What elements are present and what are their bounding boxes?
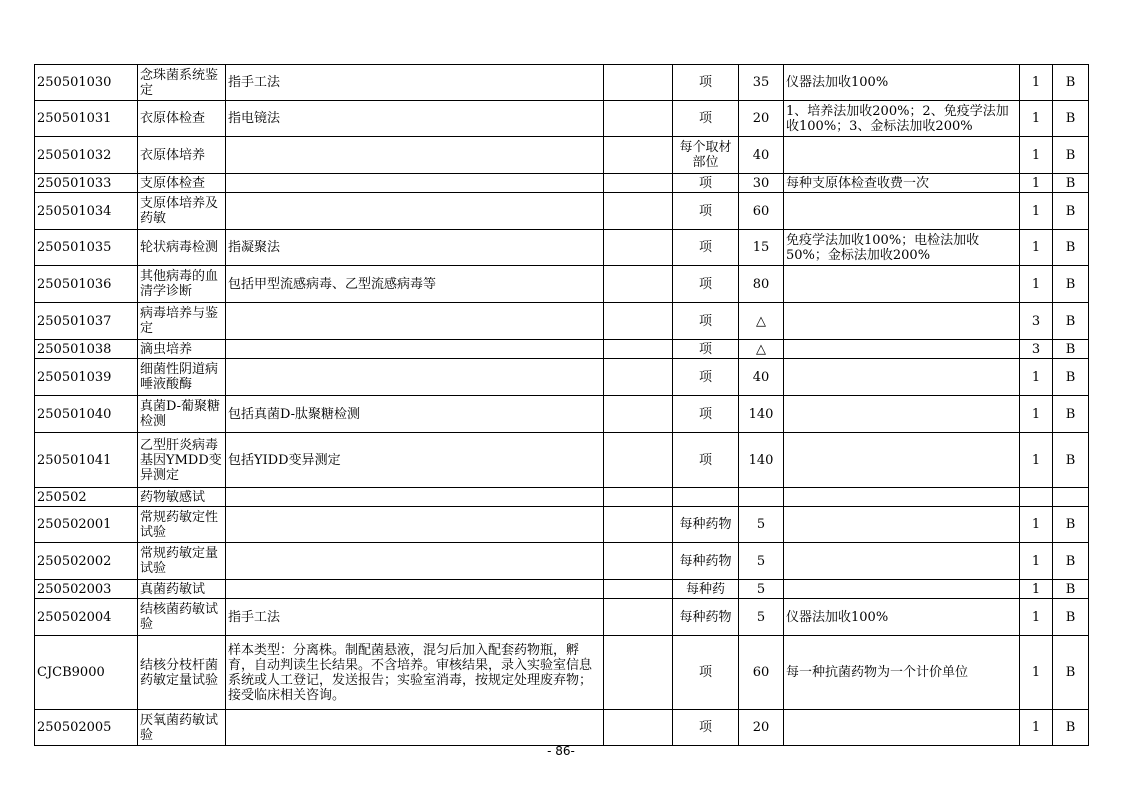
item-name: 厌氧菌药敏试验 (138, 710, 226, 746)
table-row (35, 340, 1089, 359)
item-name: 细菌性阴道病唾液酸酶 (138, 359, 226, 396)
item-category: 1 (1020, 266, 1053, 303)
item-unit: 每种药物 (673, 599, 739, 636)
item-name: 衣原体培养 (138, 137, 226, 174)
item-code: 250501034 (35, 193, 138, 230)
item-class: B (1053, 193, 1089, 230)
item-price: 5 (739, 507, 784, 543)
item-exclusion (604, 710, 673, 746)
table-row (35, 230, 1089, 266)
item-name: 病毒培养与鉴定 (138, 303, 226, 340)
item-note (784, 193, 1020, 230)
table-row (35, 174, 1089, 193)
table-row (35, 266, 1089, 303)
item-code: 250501039 (35, 359, 138, 396)
item-note: 1、培养法加收200%；2、免疫学法加收100%；3、金标法加收200% (784, 101, 1020, 137)
item-unit: 项 (673, 433, 739, 488)
item-content (226, 359, 604, 396)
table-row (35, 488, 1089, 507)
item-code: 250502 (35, 488, 138, 507)
item-category: 1 (1020, 710, 1053, 746)
item-price: 35 (739, 65, 784, 101)
item-exclusion (604, 193, 673, 230)
item-code: 250501035 (35, 230, 138, 266)
item-category: 1 (1020, 193, 1053, 230)
item-class (1053, 488, 1089, 507)
item-exclusion (604, 65, 673, 101)
item-content: 包括甲型流感病毒、乙型流感病毒等 (226, 266, 604, 303)
table-row (35, 137, 1089, 174)
item-category: 1 (1020, 230, 1053, 266)
item-price: 5 (739, 580, 784, 599)
item-content (226, 488, 604, 507)
item-content (226, 710, 604, 746)
item-note (784, 488, 1020, 507)
item-price: 40 (739, 359, 784, 396)
table-row (35, 507, 1089, 543)
item-class: B (1053, 580, 1089, 599)
item-note (784, 303, 1020, 340)
item-note (784, 359, 1020, 396)
item-note (784, 396, 1020, 433)
item-class: B (1053, 507, 1089, 543)
item-name: 支原体培养及药敏 (138, 193, 226, 230)
item-price: 15 (739, 230, 784, 266)
item-exclusion (604, 488, 673, 507)
item-unit: 每个取材部位 (673, 137, 739, 174)
item-category: 1 (1020, 636, 1053, 710)
item-price: 140 (739, 433, 784, 488)
item-category: 1 (1020, 101, 1053, 137)
page-number: - 86- (547, 744, 575, 758)
item-class: B (1053, 101, 1089, 137)
item-unit: 项 (673, 266, 739, 303)
item-exclusion (604, 396, 673, 433)
item-price: 20 (739, 101, 784, 137)
item-class: B (1053, 599, 1089, 636)
item-name: 轮状病毒检测 (138, 230, 226, 266)
item-name: 结核菌药敏试验 (138, 599, 226, 636)
item-unit: 每种药物 (673, 507, 739, 543)
item-name: 其他病毒的血清学诊断 (138, 266, 226, 303)
item-code: 250502003 (35, 580, 138, 599)
item-exclusion (604, 599, 673, 636)
item-class: B (1053, 636, 1089, 710)
item-unit: 项 (673, 710, 739, 746)
item-unit: 项 (673, 359, 739, 396)
item-code: 250502001 (35, 507, 138, 543)
item-category: 1 (1020, 174, 1053, 193)
item-price: 5 (739, 543, 784, 580)
item-content (226, 507, 604, 543)
item-category: 1 (1020, 599, 1053, 636)
item-code: 250502002 (35, 543, 138, 580)
item-name: 真菌D-葡聚糖检测 (138, 396, 226, 433)
table-row (35, 65, 1089, 101)
item-exclusion (604, 230, 673, 266)
item-unit: 项 (673, 396, 739, 433)
item-class: B (1053, 340, 1089, 359)
item-category: 1 (1020, 580, 1053, 599)
item-note: 每种支原体检查收费一次 (784, 174, 1020, 193)
item-name: 结核分枝杆菌药敏定量试验 (138, 636, 226, 710)
item-note: 每一种抗菌药物为一个计价单位 (784, 636, 1020, 710)
item-content (226, 174, 604, 193)
item-content: 样本类型：分离株。制配菌悬液，混匀后加入配套药物瓶，孵育，自动判读生长结果。不含培养。审核结果，录入实验室信息系统或人工登记，发送报告；实验室消毒，按规定处理废弃物；接受临床相关咨询。 (226, 636, 604, 710)
item-class: B (1053, 303, 1089, 340)
item-price: 80 (739, 266, 784, 303)
item-name: 衣原体检查 (138, 101, 226, 137)
item-exclusion (604, 359, 673, 396)
item-unit: 项 (673, 303, 739, 340)
item-price: 40 (739, 137, 784, 174)
item-code: 250502004 (35, 599, 138, 636)
item-class: B (1053, 710, 1089, 746)
item-note: 免疫学法加收100%；电检法加收50%；金标法加收200% (784, 230, 1020, 266)
fee-table (34, 64, 1089, 746)
item-exclusion (604, 580, 673, 599)
item-code: 250501038 (35, 340, 138, 359)
item-content: 指手工法 (226, 599, 604, 636)
item-price: 60 (739, 636, 784, 710)
item-category: 3 (1020, 340, 1053, 359)
item-class: B (1053, 433, 1089, 488)
item-content (226, 580, 604, 599)
item-price: 5 (739, 599, 784, 636)
item-code: CJCB9000 (35, 636, 138, 710)
item-content: 指凝聚法 (226, 230, 604, 266)
item-unit: 项 (673, 193, 739, 230)
table-row (35, 636, 1089, 710)
item-note (784, 507, 1020, 543)
item-note (784, 580, 1020, 599)
item-content: 指电镜法 (226, 101, 604, 137)
item-class: B (1053, 174, 1089, 193)
item-code: 250501031 (35, 101, 138, 137)
item-code: 250501037 (35, 303, 138, 340)
table-row (35, 193, 1089, 230)
item-content (226, 137, 604, 174)
item-note (784, 340, 1020, 359)
table-row (35, 599, 1089, 636)
item-content: 指手工法 (226, 65, 604, 101)
item-class: B (1053, 137, 1089, 174)
item-note (784, 710, 1020, 746)
table-row (35, 396, 1089, 433)
item-category: 1 (1020, 543, 1053, 580)
item-exclusion (604, 340, 673, 359)
item-unit (673, 488, 739, 507)
item-exclusion (604, 174, 673, 193)
item-code: 250501032 (35, 137, 138, 174)
table-row (35, 303, 1089, 340)
item-name: 滴虫培养 (138, 340, 226, 359)
item-class: B (1053, 266, 1089, 303)
item-category (1020, 488, 1053, 507)
item-exclusion (604, 137, 673, 174)
item-content (226, 340, 604, 359)
fee-table-body (35, 65, 1089, 746)
table-row (35, 543, 1089, 580)
item-price: △ (739, 303, 784, 340)
item-content (226, 193, 604, 230)
item-exclusion (604, 543, 673, 580)
item-code: 250501033 (35, 174, 138, 193)
item-unit: 每种药物 (673, 543, 739, 580)
item-exclusion (604, 101, 673, 137)
item-exclusion (604, 303, 673, 340)
item-price: 60 (739, 193, 784, 230)
item-exclusion (604, 507, 673, 543)
item-class: B (1053, 359, 1089, 396)
item-content (226, 303, 604, 340)
item-category: 1 (1020, 137, 1053, 174)
item-note (784, 433, 1020, 488)
item-code: 250501036 (35, 266, 138, 303)
item-class: B (1053, 543, 1089, 580)
item-code: 250502005 (35, 710, 138, 746)
item-class: B (1053, 396, 1089, 433)
item-code: 250501041 (35, 433, 138, 488)
item-unit: 项 (673, 65, 739, 101)
item-unit: 项 (673, 636, 739, 710)
table-row (35, 580, 1089, 599)
item-note: 仪器法加收100% (784, 65, 1020, 101)
item-price: 140 (739, 396, 784, 433)
item-category: 1 (1020, 65, 1053, 101)
item-price: 20 (739, 710, 784, 746)
item-exclusion (604, 636, 673, 710)
item-content (226, 543, 604, 580)
item-unit: 项 (673, 174, 739, 193)
table-row (35, 710, 1089, 746)
item-code: 250501040 (35, 396, 138, 433)
table-row (35, 101, 1089, 137)
item-category: 3 (1020, 303, 1053, 340)
item-unit: 项 (673, 101, 739, 137)
item-exclusion (604, 266, 673, 303)
item-unit: 项 (673, 340, 739, 359)
item-name: 常规药敏定量试验 (138, 543, 226, 580)
item-unit: 项 (673, 230, 739, 266)
item-class: B (1053, 65, 1089, 101)
item-price: △ (739, 340, 784, 359)
item-category: 1 (1020, 359, 1053, 396)
item-code: 250501030 (35, 65, 138, 101)
item-category: 1 (1020, 433, 1053, 488)
item-name: 乙型肝炎病毒基因YMDD变异测定 (138, 433, 226, 488)
item-category: 1 (1020, 396, 1053, 433)
item-price: 30 (739, 174, 784, 193)
item-unit: 每种药 (673, 580, 739, 599)
item-name: 药物敏感试 (138, 488, 226, 507)
item-note (784, 266, 1020, 303)
table-row (35, 359, 1089, 396)
item-name: 常规药敏定性试验 (138, 507, 226, 543)
item-name: 支原体检查 (138, 174, 226, 193)
item-price (739, 488, 784, 507)
item-name: 真菌药敏试 (138, 580, 226, 599)
item-note: 仪器法加收100% (784, 599, 1020, 636)
item-note (784, 543, 1020, 580)
item-exclusion (604, 433, 673, 488)
item-note (784, 137, 1020, 174)
table-row (35, 433, 1089, 488)
item-content: 包括YIDD变异测定 (226, 433, 604, 488)
item-category: 1 (1020, 507, 1053, 543)
item-class: B (1053, 230, 1089, 266)
item-content: 包括真菌D-肽聚糖检测 (226, 396, 604, 433)
item-name: 念珠菌系统鉴定 (138, 65, 226, 101)
